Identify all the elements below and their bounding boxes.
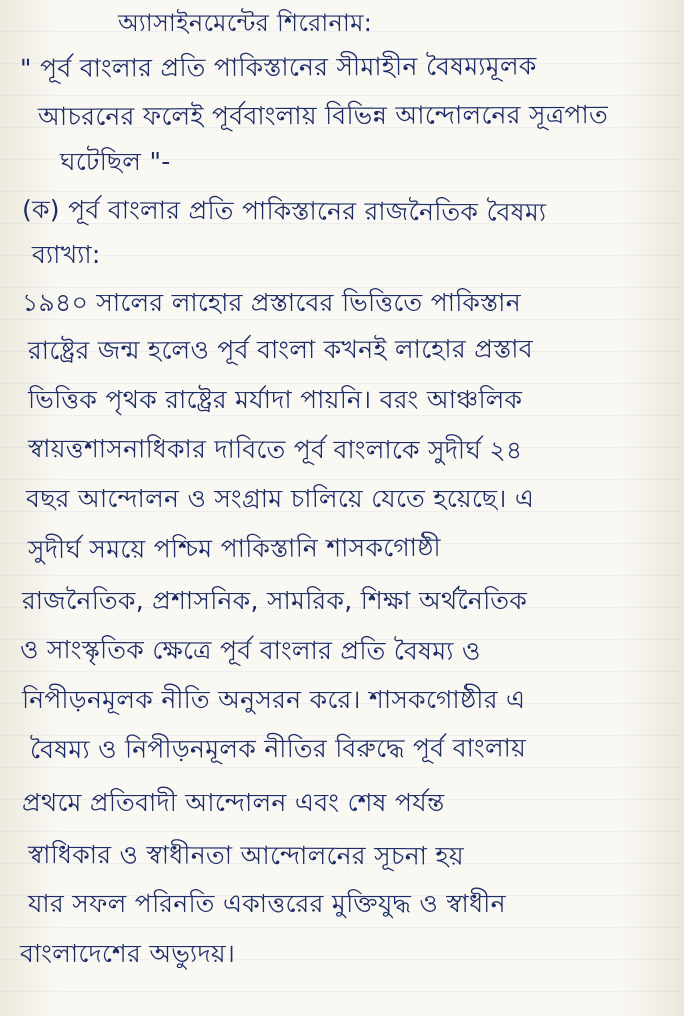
body-line-1: ১৯৪০ সালের লাহোর প্রস্তাবের ভিত্তিতে পাকিস্তান: [22, 288, 521, 317]
body-line-3: ভিত্তিক পৃথক রাষ্ট্রের মর্যাদা পায়নি। বরং আঞ্চলিক: [28, 385, 523, 414]
section-heading-line-2: ব্যাখ্যা:: [32, 240, 101, 269]
body-line-13: যার সফল পরিনতি একাত্তরের মুক্তিযুদ্ধ ও স্বাধীন: [28, 889, 506, 918]
body-line-11: প্রথমে প্রতিবাদী আন্দোলন এবং শেষ পর্যন্ত: [22, 788, 445, 817]
body-line-8: ও সাংস্কৃতিক ক্ষেত্রে পূর্ব বাংলার প্রতি বৈষম্য ও: [19, 635, 481, 666]
topic-line-2: আচরনের ফলেই পূর্ববাংলায় বিভিন্ন আন্দোলনের সূত্রপাত: [37, 100, 609, 131]
topic-line-1: " পূর্ব বাংলার প্রতি পাকিস্তানের সীমাহীন বৈষম্যমূলক: [19, 51, 537, 83]
body-line-6: সুদীর্ঘ সময়ে পশ্চিম পাকিস্তানি শাসকগোষ্ঠী: [27, 532, 442, 564]
body-line-12: স্বাধিকার ও স্বাধীনতা আন্দোলনের সূচনা হয়: [27, 840, 464, 871]
body-line-2: রাষ্ট্রের জন্ম হলেও পূর্ব বাংলা কখনই লাহোর প্রস্তাব: [27, 334, 533, 365]
body-line-9: নিপীড়নমূলক নীতি অনুসরন করে। শাসকগোষ্ঠীর এ: [22, 685, 526, 714]
assignment-title-label: অ্যাসাইনমেন্টের শিরোনাম:: [118, 9, 373, 37]
body-line-10: বৈষম্য ও নিপীড়নমূলক নীতির বিরুদ্ধে পূর্ব বাংলায়: [29, 733, 527, 764]
body-line-7: রাজনৈতিক, প্রশাসনিক, সামরিক, শিক্ষা অর্থনৈতিক: [22, 586, 528, 615]
topic-line-3: ঘটেছিল "-: [60, 147, 171, 176]
section-heading-line-1: (ক) পূর্ব বাংলার প্রতি পাকিস্তানের রাজনৈতিক বৈষম্য: [21, 195, 547, 227]
body-line-5: বছর আন্দোলন ও সংগ্রাম চালিয়ে যেতে হয়েছে। এ: [26, 484, 535, 513]
body-line-14: বাংলাদেশের অভ্যুদয়।: [20, 939, 236, 968]
body-line-4: স্বায়ত্তশাসনাধিকার দাবিতে পূর্ব বাংলাকে সুদীর্ঘ ২৪: [27, 434, 523, 465]
